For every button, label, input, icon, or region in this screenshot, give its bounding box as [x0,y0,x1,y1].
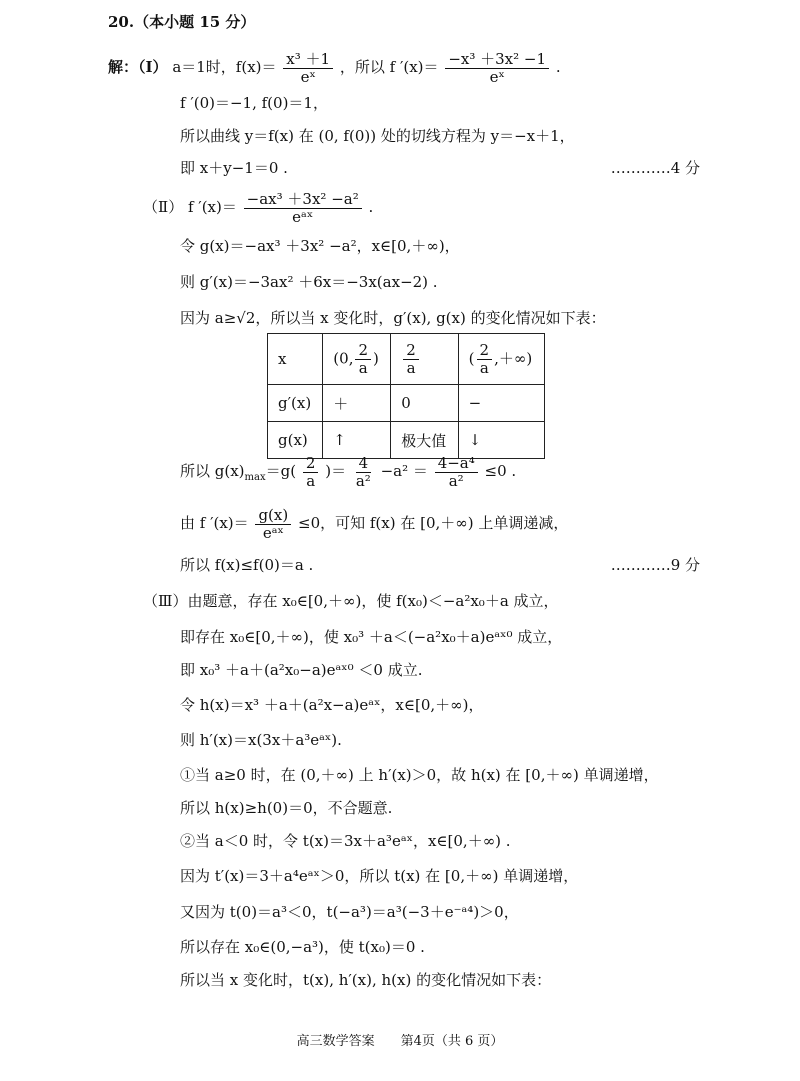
part1-line3: 所以曲线 y＝f(x) 在 (0, f(0)) 处的切线方程为 y＝−x＋1， [180,127,575,145]
fraction-2-over-a [477,342,493,377]
fraction-2-over-a [355,342,371,377]
table-row [268,385,545,422]
part1-text-a: a＝1时，f(x)＝ [172,58,277,76]
part2-line1 [143,188,373,226]
table-cell: x [268,334,323,385]
fraction-denominator: eᵃˣ [262,523,284,542]
fraction [255,507,291,542]
fraction-denominator: a [306,471,316,490]
cell-text: ) [373,349,379,367]
part1-line1 [108,48,561,86]
part2-text-b: . [368,198,374,216]
fraction [303,455,319,490]
part3-line3: 即 x₀³ ＋a＋(a²x₀−a)eᵃˣ⁰ ＜0 成立. [180,661,423,679]
fraction-numerator: −ax³ ＋3x² −a² [244,191,362,209]
part2-line2: 令 g(x)＝−ax³ ＋3x² −a²，x∈[0,＋∞)， [180,237,460,255]
part3-line8: ②当 a＜0 时，令 t(x)＝3x＋a³eᵃˣ，x∈[0,＋∞) . [180,832,511,850]
fraction-numerator: 4−a⁴ [435,455,478,473]
part3-line12: 所以当 x 变化时，t(x), h′(x), h(x) 的变化情况如下表： [180,971,552,989]
table-cell: ↑ [323,422,391,459]
part2-line3: 则 g′(x)＝−3ax² ＋6x＝−3x(ax−2) . [180,273,438,291]
part1-text-c: . [555,58,561,76]
fraction-numerator: g(x) [255,507,291,525]
variation-table-g [267,333,545,459]
table-cell: ↓ [458,422,544,459]
line-text: −a² ＝ [380,462,428,480]
fraction-numerator: 2 [477,342,493,360]
table-cell: ＋ [323,385,391,422]
fraction-denominator: eˣ [489,67,505,86]
cell-text: ,＋∞) [494,349,533,367]
part1-line2: f ′(0)＝−1, f(0)＝1， [180,94,328,112]
table-cell: g′(x) [268,385,323,422]
cell-text: ( [468,349,475,367]
fraction-denominator: eᵃˣ [292,207,314,226]
line-text: ＝g( [265,462,297,480]
part1-text-b: ，所以 f ′(x)＝ [339,58,439,76]
fraction-denominator: a [406,358,416,377]
fraction-numerator: −x³ ＋3x² −1 [445,51,549,69]
part3-line7: 所以 h(x)≥h(0)＝0，不合题意. [180,799,393,817]
subscript-max: max [244,472,266,483]
line-text: 由 f ′(x)＝ [180,514,249,532]
part1-intro: 解：（Ⅰ） [108,58,168,76]
table-cell [458,334,544,385]
part2-line6 [180,503,568,543]
fraction [435,455,478,490]
fraction-fprime-general [244,191,362,226]
part2-intro: （Ⅱ） [143,198,184,216]
fraction-numerator: 2 [355,342,371,360]
part3-line2: 即存在 x₀∈[0,＋∞)，使 x₀³ ＋a＜(−a²x₀＋a)eᵃˣ⁰ 成立， [180,628,563,646]
table-cell: − [458,385,544,422]
line-text: 由题意，存在 x₀∈[0,＋∞)，使 f(x₀)＜−a²x₀＋a 成立， [187,592,559,610]
fraction-numerator: x³ ＋1 [283,51,333,69]
fraction-numerator: 2 [403,342,419,360]
fraction-numerator: 4 [356,455,372,473]
part3-line10: 又因为 t(0)＝a³＜0，t(−a³)＝a³(−3＋e⁻ᵃ⁴)＞0， [180,903,519,921]
line-text: ≤0，可知 f(x) 在 [0,＋∞) 上单调递减， [298,514,569,532]
part3-intro: （Ⅲ） [143,592,188,610]
cell-text: (0, [333,349,354,367]
table-cell [323,334,391,385]
fraction-denominator: eˣ [300,67,316,86]
score-mark-9: …………9 分 [610,556,700,574]
part2-text-a: f ′(x)＝ [187,198,237,216]
part2-line7: 所以 f(x)≤f(0)＝a . [180,556,314,574]
part3-line6: ①当 a≥0 时，在 (0,＋∞) 上 h′(x)＞0，故 h(x) 在 [0,＋∞) 单调递增， [180,766,659,784]
fraction-numerator: 2 [303,455,319,473]
fraction-f [283,51,333,86]
part3-line4: 令 h(x)＝x³ ＋a＋(a²x−a)eᵃˣ，x∈[0,＋∞)， [180,696,484,714]
fraction [353,455,374,490]
part3-line5: 则 h′(x)＝x(3x＋a³eᵃˣ). [180,731,342,749]
page-footer: 高三数学答案 第4页（共 6 页） [296,1034,504,1049]
problem-heading: 20.（本小题 15 分） [108,13,256,31]
part2-line5 [180,451,516,498]
table-cell: 极大值 [391,422,458,459]
table-row [268,334,545,385]
part3-line11: 所以存在 x₀∈(0,−a³)，使 t(x₀)＝0 . [180,938,425,956]
fraction-denominator: a [479,358,489,377]
fraction-denominator: a² [448,471,464,490]
part2-line4: 因为 a≥√2，所以当 x 变化时，g′(x), g(x) 的变化情况如下表： [180,309,606,327]
part1-line4: 即 x＋y−1＝0 . [180,159,288,177]
table-cell: g(x) [268,422,323,459]
fraction-2-over-a [403,342,419,377]
line-text: 所以 g(x) [180,462,245,480]
line-text: ≤0 . [484,462,517,480]
fraction-denominator: a [358,358,368,377]
fraction-denominator: a² [355,471,371,490]
score-mark-4: …………4 分 [610,159,700,177]
fraction-fprime [445,51,549,86]
table-cell [391,334,458,385]
part3-line9: 因为 t′(x)＝3＋a⁴eᵃˣ＞0，所以 t(x) 在 [0,＋∞) 单调递增， [180,867,579,885]
part3-line1 [143,591,559,611]
line-text: )＝ [325,462,347,480]
table-cell: 0 [391,385,458,422]
